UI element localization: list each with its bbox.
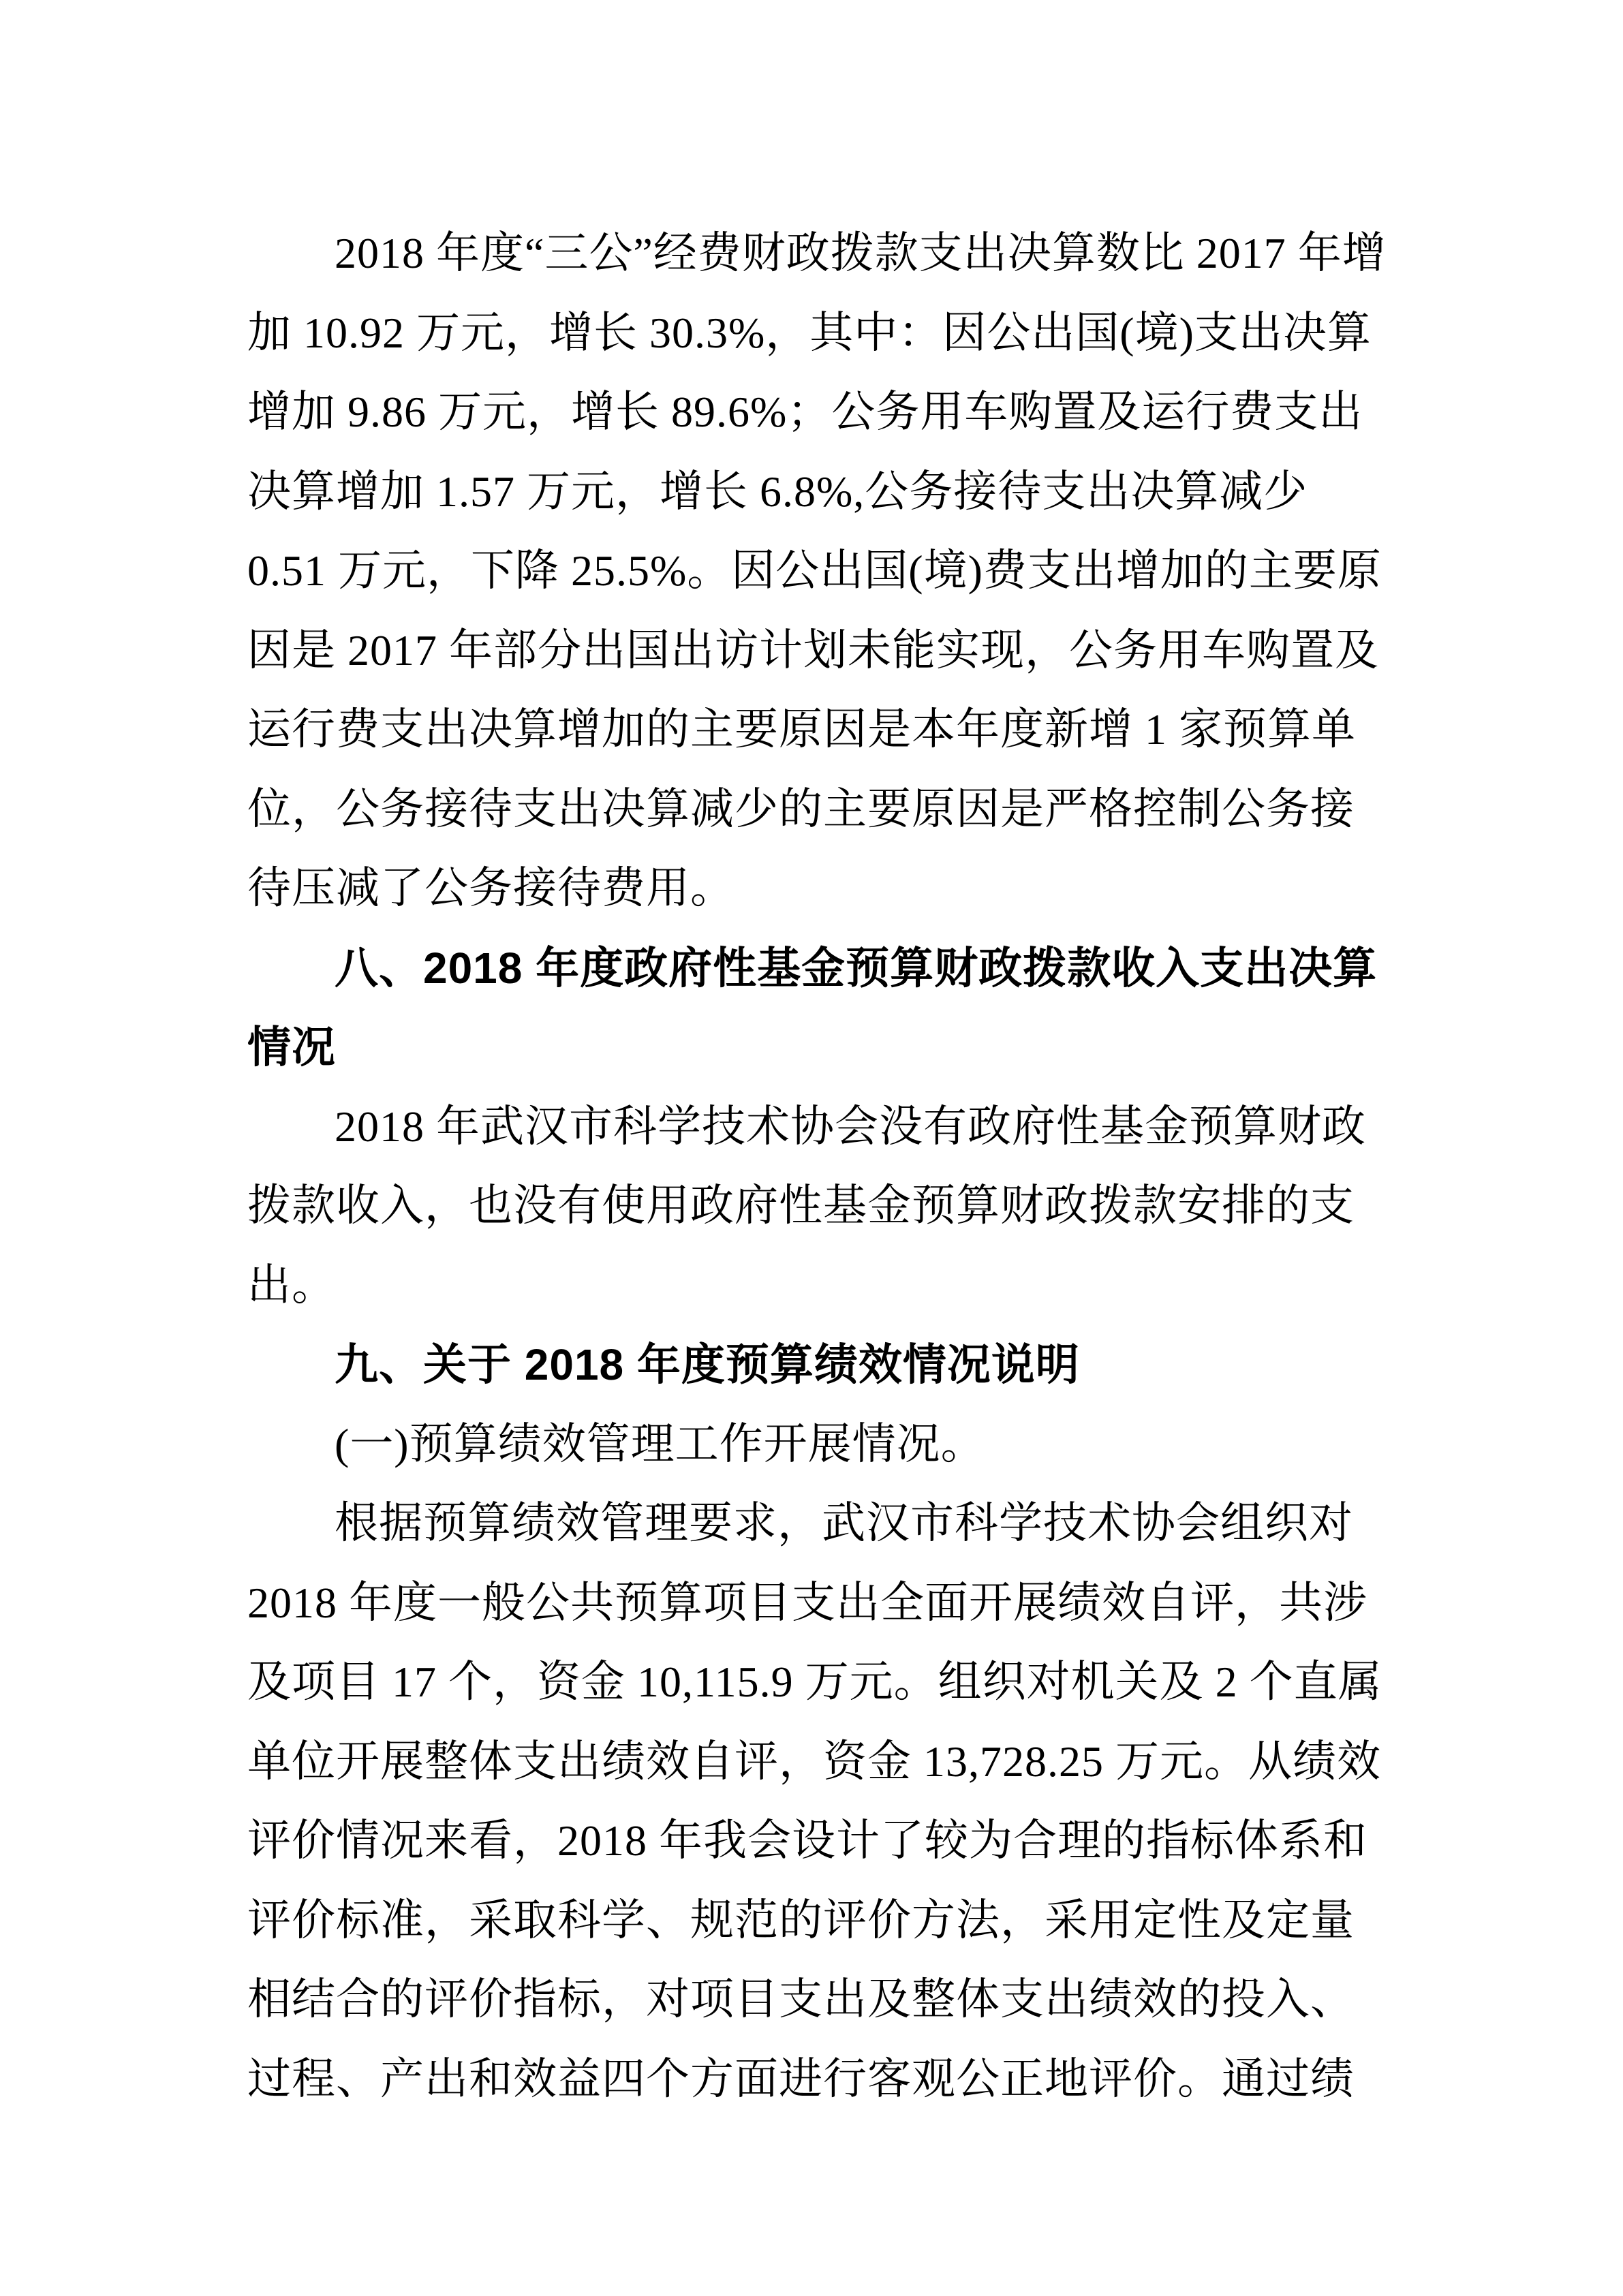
text-line: 运行费支出决算增加的主要原因是本年度新增 1 家预算单 <box>247 705 1356 754</box>
text-line: 0.51 万元，下降 25.5%。因公出国(境)费支出增加的主要原 <box>247 546 1382 595</box>
text-line: 2018 年度“三公”经费财政拨款支出决算数比 2017 年增 <box>335 229 1387 277</box>
text-line: 2018 年度一般公共预算项目支出全面开展绩效自评，共涉 <box>247 1578 1367 1627</box>
text-line: 过程、产出和效益四个方面进行客观公正地评价。通过绩 <box>247 2054 1355 2103</box>
text-line: 单位开展整体支出绩效自评，资金 13,728.25 万元。从绩效 <box>247 1737 1381 1786</box>
text-line: 因是 2017 年部分出国出访计划未能实现，公务用车购置及 <box>247 625 1379 674</box>
text-line: 位，公务接待支出决算减少的主要原因是严格控制公务接 <box>247 784 1355 833</box>
text-line: 出。 <box>247 1260 336 1309</box>
body-paragraph <box>247 1087 1376 1326</box>
body-paragraph <box>247 1405 1376 1485</box>
section-heading <box>247 929 1376 1087</box>
text-line: 2018 年武汉市科学技术协会没有政府性基金预算财政 <box>335 1102 1366 1151</box>
text-line: 九、关于 2018 年度预算绩效情况说明 <box>335 1340 1080 1389</box>
text-line: 评价标准，采取科学、规范的评价方法，采用定性及定量 <box>247 1895 1355 1944</box>
body-paragraph <box>247 214 1387 929</box>
text-line: 及项目 17 个，资金 10,115.9 万元。组织对机关及 2 个直属 <box>247 1658 1382 1706</box>
text-line: 相结合的评价指标，对项目支出及整体支出绩效的投入、 <box>247 1975 1355 2023</box>
text-line: (一)预算绩效管理工作开展情况。 <box>335 1419 985 1468</box>
text-line: 加 10.92 万元，增长 30.3%，其中：因公出国(境)支出决算 <box>247 308 1372 357</box>
text-block <box>247 214 1387 2119</box>
body-paragraph <box>247 1484 1382 2119</box>
text-line: 根据预算绩效管理要求，武汉市科学技术协会组织对 <box>335 1499 1353 1547</box>
section-heading <box>247 1325 1376 1405</box>
text-line: 情况 <box>247 1023 336 1072</box>
text-line: 拨款收入，也没有使用政府性基金预算财政拨款安排的支 <box>247 1181 1355 1230</box>
text-line: 八、2018 年度政府性基金预算财政拨款收入支出决算 <box>335 943 1378 993</box>
text-line: 增加 9.86 万元，增长 89.6%；公务用车购置及运行费支出 <box>247 388 1363 436</box>
text-line: 待压减了公务接待费用。 <box>247 864 735 912</box>
text-line: 决算增加 1.57 万元，增长 6.8%,公务接待支出决算减少 <box>247 467 1308 516</box>
text-line: 评价情况来看，2018 年我会设计了较为合理的指标体系和 <box>247 1816 1367 1865</box>
